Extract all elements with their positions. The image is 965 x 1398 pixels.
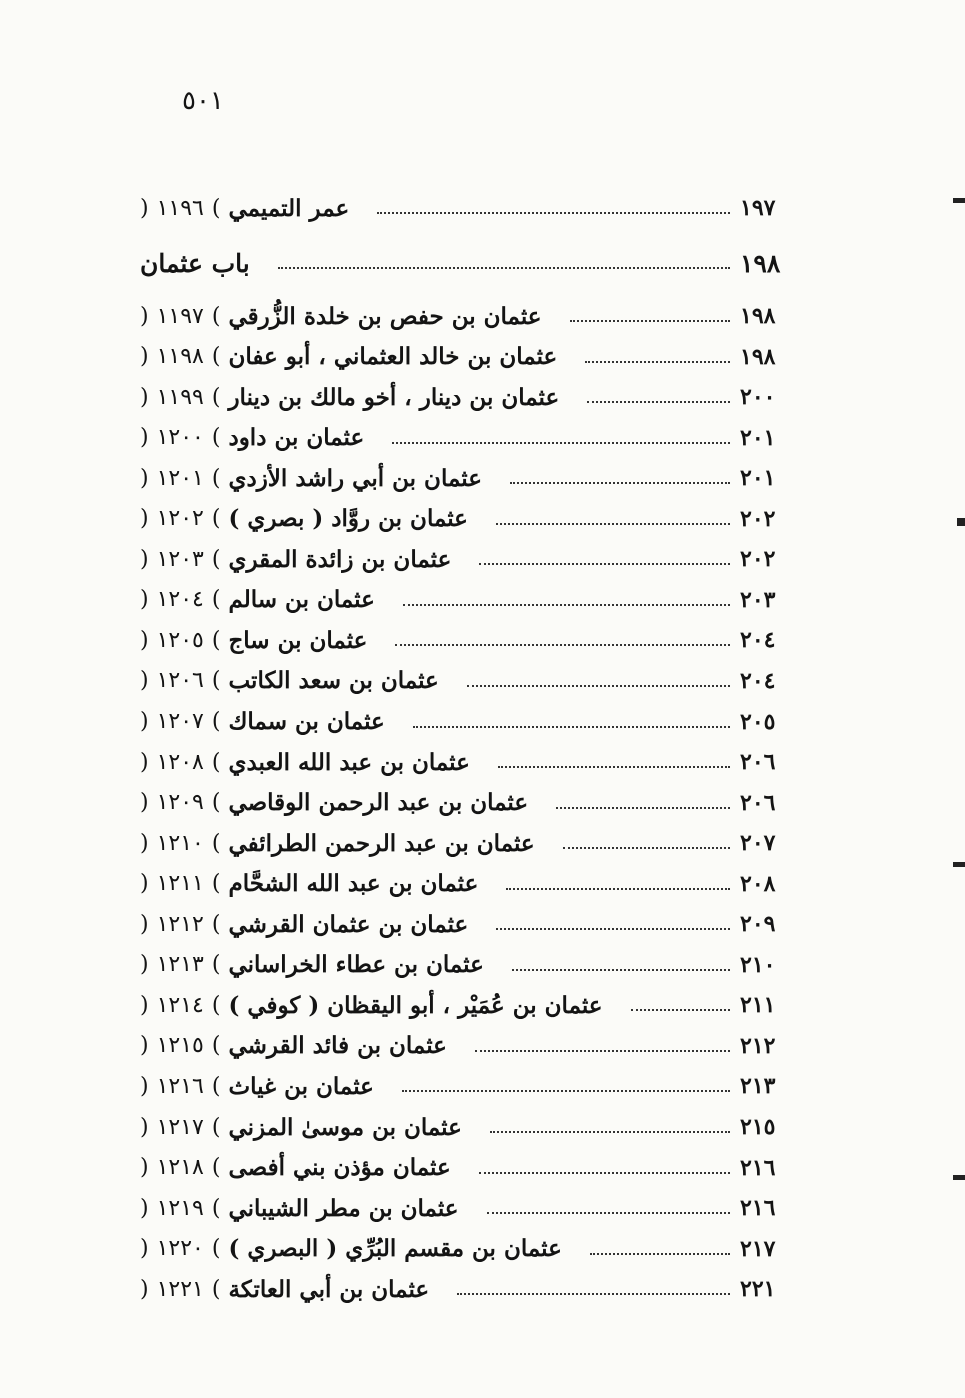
entry-name: عثمان بن عطاء الخراساني [228, 951, 484, 979]
entry-text: ( ١٢٠٩ ) عثمان بن عبد الرحمن الوقاصي [140, 789, 529, 817]
toc-entry [140, 865, 800, 903]
entry-text: ( ١٢٠٥ ) عثمان بن ساج [140, 626, 368, 654]
entry-number: ١٢١٨ [156, 1155, 204, 1181]
entry-text: ( ١٢١٨ ) عثمان مؤذن بني أفصى [140, 1154, 451, 1182]
toc-entry [140, 1108, 800, 1146]
page-number: ٥٠١ [182, 86, 224, 116]
dot-leader [479, 1172, 730, 1174]
dot-leader [377, 212, 730, 214]
entry-text: ( ١١٩٩ ) عثمان بن دينار ، أخو مالك بن دينار [140, 383, 560, 411]
entry-number: ١٢٠٦ [156, 668, 204, 694]
toc-entry [140, 1189, 800, 1227]
entry-name: عثمان بن عبد الرحمن الوقاصي [228, 789, 529, 817]
entry-number: ١٢١٧ [156, 1114, 204, 1140]
entry-number: ١٢٢٠ [156, 1236, 204, 1262]
entry-text: ( ١١٩٦ ) عمر التميمي [140, 194, 350, 222]
entry-name: عمر التميمي [228, 194, 350, 222]
entry-page: ٢٠١ [740, 465, 776, 492]
entry-page: ٢٠٩ [740, 911, 776, 938]
entry-page: ٢٠٤ [740, 627, 776, 654]
toc-entry [140, 662, 800, 700]
entry-page: ٢٠٠ [740, 384, 776, 411]
section-title: باب عثمان [140, 248, 250, 278]
entry-name: عثمان بن عبد الله العبدي [228, 748, 470, 776]
entry-page: ١٩٧ [740, 195, 776, 221]
dot-leader [498, 766, 730, 768]
entry-text: ( ١٢١٣ ) عثمان بن عطاء الخراساني [140, 951, 484, 979]
entry-number: ١٢٠٨ [156, 749, 204, 775]
entry-name: عثمان بن حفص بن خلدة الزُّرقي [228, 302, 542, 330]
entry-number: ١٢١٤ [156, 992, 204, 1018]
entry-name: عثمان بن داود [228, 424, 365, 452]
dot-leader [570, 320, 730, 322]
entry-number: ١٢٠٢ [156, 506, 204, 532]
entry-number: ١٢٠٣ [156, 546, 204, 572]
entry-page: ٢٠١ [740, 424, 776, 451]
entry-text: ( ١٢١١ ) عثمان بن عبد الله الشحَّام [140, 870, 479, 898]
dot-leader [631, 1009, 730, 1011]
entry-page: ٢١٥ [740, 1114, 776, 1140]
entry-page: ١٩٨ [740, 343, 776, 370]
entry-text: ( ١٢٠٢ ) عثمان بن روَّاد ( بصري ) [140, 505, 468, 533]
toc-entry [140, 703, 800, 741]
entry-page: ٢٢١ [740, 1276, 776, 1303]
entry-number: ١٢٠٧ [156, 709, 204, 734]
entry-page: ٢٠٢ [740, 546, 776, 573]
entry-name: عثمان بن مقسم البُرِّي ( البصري ) [228, 1235, 562, 1263]
dot-leader [556, 807, 730, 809]
entry-page: ٢١٢ [740, 1032, 776, 1059]
entry-text: ( ١٢٢٠ ) عثمان بن مقسم البُرِّي ( البصري ) [140, 1235, 562, 1263]
entry-text: ( ١٢٠٧ ) عثمان بن سماك [140, 708, 385, 735]
entry-page: ٢٠٢ [740, 505, 776, 532]
entry-text: ( ١٢٠٣ ) عثمان بن زائدة المقري [140, 545, 452, 573]
entry-page: ٢٠٣ [740, 586, 776, 613]
entry-name: عثمان بن سالم [228, 586, 375, 614]
entry-number: ١٢٠١ [156, 465, 204, 491]
entry-name: عثمان بن روَّاد ( بصري ) [228, 505, 468, 533]
entry-name: عثمان بن أبي العاتكة [228, 1275, 430, 1303]
entry-number: ١٢٠٠ [156, 425, 204, 451]
toc-entry [140, 1027, 800, 1065]
entry-page: ٢٠٥ [740, 708, 776, 735]
dot-leader [392, 442, 730, 444]
toc-entry [140, 824, 800, 862]
entry-page: ٢١٣ [740, 1073, 776, 1100]
entry-page: ٢١٦ [740, 1195, 776, 1222]
entry-text: ( ١٢٠٨ ) عثمان بن عبد الله العبدي [140, 748, 470, 776]
entry-name: عثمان بن دينار ، أخو مالك بن دينار [228, 383, 560, 411]
scan-edge-mark [953, 198, 965, 203]
entry-text: ( ١١٩٧ ) عثمان بن حفص بن خلدة الزُّرقي [140, 302, 542, 330]
toc-entry [140, 581, 800, 619]
entry-page: ٢٠٤ [740, 667, 776, 694]
toc-entry [140, 297, 800, 335]
entry-name: عثمان بن سماك [228, 708, 385, 735]
dot-leader [496, 523, 730, 525]
toc-entry [140, 378, 800, 416]
entry-text: ( ١٢١٥ ) عثمان بن فائد القرشي [140, 1032, 447, 1060]
dot-leader [467, 685, 730, 687]
dot-leader [487, 1212, 731, 1214]
toc-entry [140, 1270, 800, 1308]
entry-number: ١٢١٢ [156, 911, 204, 937]
toc-entry [140, 1067, 800, 1105]
toc-entry [140, 459, 800, 497]
toc-entry [140, 621, 800, 659]
entry-text: ( ١٢٢١ ) عثمان بن أبي العاتكة [140, 1275, 430, 1303]
entry-number: ١٢١٩ [156, 1195, 204, 1221]
entry-number: ١٢١٦ [156, 1073, 204, 1099]
entry-name: عثمان بن عثمان القرشي [228, 910, 469, 938]
entry-name: عثمان بن زائدة المقري [228, 545, 452, 573]
entry-number: ١١٩٦ [156, 195, 204, 221]
toc-entry [140, 905, 800, 943]
dot-leader [512, 969, 730, 971]
entry-name: عثمان بن عبد الرحمن الطرائفي [228, 829, 535, 857]
entry-number: ١٢٠٤ [156, 587, 204, 613]
entry-name: عثمان بن فائد القرشي [228, 1032, 447, 1060]
toc-entry [140, 743, 800, 781]
entry-text: ( ١٢١٩ ) عثمان بن مطر الشيباني [140, 1194, 459, 1222]
entry-text: ( ١٢١٢ ) عثمان بن عثمان القرشي [140, 910, 469, 938]
dot-leader [395, 644, 730, 646]
dot-leader [457, 1293, 730, 1295]
entry-number: ١٢١٠ [156, 830, 204, 856]
dot-leader [510, 482, 730, 484]
dot-leader [479, 563, 730, 565]
entry-page: ٢١٧ [740, 1235, 776, 1262]
dot-leader [403, 604, 730, 606]
toc-entry [140, 784, 800, 822]
toc-entry [140, 540, 800, 578]
entry-page: ٢٠٦ [740, 749, 776, 776]
dot-leader [506, 888, 730, 890]
scan-edge-mark [953, 862, 965, 867]
entry-number: ١١٩٧ [156, 303, 204, 329]
toc-entry [140, 986, 800, 1024]
entry-name: عثمان بن غياث [228, 1072, 374, 1100]
toc-entry [140, 1230, 800, 1268]
entry-number: ١٢٢١ [156, 1276, 204, 1302]
entry-page: ٢٠٦ [740, 789, 776, 816]
scan-edge-mark [953, 1175, 965, 1180]
dot-leader [278, 267, 730, 269]
entry-page: ٢١١ [740, 992, 776, 1019]
entry-number: ١١٩٨ [156, 344, 204, 370]
entry-number: ١٢٠٩ [156, 790, 204, 816]
entry-text: ( ١٢٠٤ ) عثمان بن سالم [140, 586, 375, 614]
dot-leader [490, 1131, 730, 1133]
toc-entry [140, 419, 800, 457]
entry-text: ( ١٢٠١ ) عثمان بن أبي راشد الأزدي [140, 464, 482, 492]
entry-name: عثمان بن مطر الشيباني [228, 1194, 459, 1222]
toc-entry [140, 338, 800, 376]
entry-page: ٢١٠ [740, 951, 776, 978]
entry-page: ٢٠٧ [740, 830, 776, 857]
dot-leader [590, 1253, 730, 1255]
dot-leader [413, 726, 730, 728]
entry-page: ٢٠٨ [740, 870, 776, 897]
entry-number: ١٢٠٥ [156, 627, 204, 653]
dot-leader [563, 847, 730, 849]
dot-leader [585, 361, 730, 363]
entry-text: ( ١٢١٤ ) عثمان بن عُمَيْر ، أبو اليقظان ( كوفي ) [140, 991, 603, 1019]
entry-name: عثمان بن سعد الكاتب [228, 667, 439, 695]
entry-number: ١٢١٥ [156, 1033, 204, 1059]
entry-number: ١١٩٩ [156, 384, 204, 410]
entry-text: ( ١٢١٦ ) عثمان بن غياث [140, 1072, 374, 1100]
entry-page: ٢١٦ [740, 1154, 776, 1181]
entry-text: ( ١٢٠٦ ) عثمان بن سعد الكاتب [140, 667, 439, 695]
scan-edge-mark [957, 518, 965, 526]
entry-text: ( ١١٩٨ ) عثمان بن خالد العثماني ، أبو عفان [140, 343, 558, 371]
entry-text: ( ١٢١٧ ) عثمان بن موسىٰ المزني [140, 1113, 462, 1141]
toc-entry [140, 1149, 800, 1187]
entry-page: ١٩٨ [740, 303, 776, 329]
toc-entry [140, 500, 800, 538]
entry-name: عثمان بن موسىٰ المزني [228, 1113, 462, 1141]
toc-entry-first [140, 189, 800, 227]
entry-name: عثمان بن خالد العثماني ، أبو عفان [228, 343, 558, 371]
entry-name: عثمان مؤذن بني أفصى [228, 1154, 451, 1182]
dot-leader [587, 401, 730, 403]
dot-leader [496, 928, 730, 930]
dot-leader [475, 1050, 730, 1052]
entry-name: عثمان بن ساج [228, 626, 368, 654]
toc-entry [140, 946, 800, 984]
entry-name: عثمان بن أبي راشد الأزدي [228, 464, 482, 492]
entry-number: ١٢١١ [156, 871, 204, 897]
entry-name: عثمان بن عبد الله الشحَّام [228, 870, 479, 898]
section-heading [140, 244, 800, 282]
entry-text: ( ١٢٠٠ ) عثمان بن داود [140, 424, 365, 452]
entry-name: عثمان بن عُمَيْر ، أبو اليقظان ( كوفي ) [228, 991, 603, 1019]
entry-text: ( ١٢١٠ ) عثمان بن عبد الرحمن الطرائفي [140, 829, 535, 857]
entry-number: ١٢١٣ [156, 952, 204, 978]
dot-leader [402, 1090, 730, 1092]
section-page: ١٩٨ [740, 248, 781, 278]
